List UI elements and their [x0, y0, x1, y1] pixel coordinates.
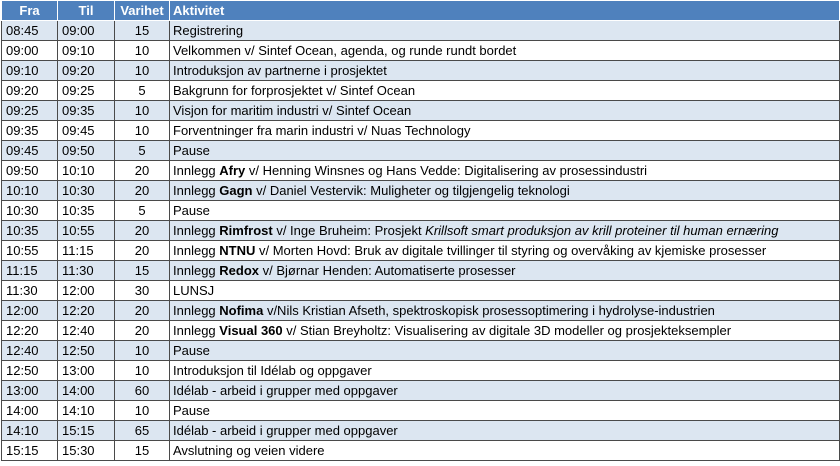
table-row: [2, 421, 840, 441]
cell-varighet: 20: [115, 161, 170, 181]
cell-varighet: 15: [115, 261, 170, 281]
cell-varighet: 5: [115, 141, 170, 161]
cell-aktivitet: [170, 441, 840, 461]
cell-fra: 12:00: [2, 301, 58, 321]
cell-aktivitet: [170, 281, 840, 301]
cell-fra: 10:10: [2, 181, 58, 201]
cell-til: 13:00: [58, 361, 115, 381]
cell-aktivitet: [170, 141, 840, 161]
cell-til: 15:30: [58, 441, 115, 461]
activity-text: Pause: [173, 402, 210, 418]
header-til: Til: [58, 1, 115, 21]
activity-text: Innlegg: [173, 182, 220, 198]
cell-til: 15:15: [58, 421, 115, 441]
presenter-name: NTNU: [219, 242, 256, 258]
cell-varighet: 15: [115, 441, 170, 461]
cell-fra: 15:15: [2, 441, 58, 461]
table-row: [2, 341, 840, 361]
presenter-name: Visual 360: [219, 322, 283, 338]
table-row: [2, 81, 840, 101]
agenda-body: [2, 21, 840, 461]
header-varighet: Varihet: [115, 1, 170, 21]
table-row: [2, 241, 840, 261]
cell-aktivitet: [170, 81, 840, 101]
activity-text: Innlegg: [173, 162, 220, 178]
cell-til: 09:00: [58, 21, 115, 41]
cell-varighet: 5: [115, 201, 170, 221]
cell-aktivitet: [170, 241, 840, 261]
cell-fra: 09:25: [2, 101, 58, 121]
activity-text: v/ Inge Bruheim: Prosjekt: [272, 222, 426, 238]
cell-fra: 11:30: [2, 281, 58, 301]
cell-aktivitet: [170, 361, 840, 381]
presenter-name: Rimfrost: [219, 222, 273, 238]
table-row: [2, 41, 840, 61]
table-row: [2, 141, 840, 161]
cell-til: 09:20: [58, 61, 115, 81]
table-row: [2, 321, 840, 341]
cell-til: 11:30: [58, 261, 115, 281]
cell-fra: 10:30: [2, 201, 58, 221]
cell-til: 14:00: [58, 381, 115, 401]
activity-text: v/ Daniel Vestervik: Muligheter og tilgjengelig teknologi: [252, 182, 570, 198]
activity-text: Innlegg: [173, 322, 220, 338]
table-row: [2, 181, 840, 201]
cell-fra: 09:20: [2, 81, 58, 101]
activity-text: v/ Henning Winsnes og Hans Vedde: Digitalisering av prosessindustri: [245, 162, 648, 178]
table-row: [2, 61, 840, 81]
cell-fra: 14:00: [2, 401, 58, 421]
cell-fra: 10:55: [2, 241, 58, 261]
cell-til: 09:50: [58, 141, 115, 161]
cell-til: 10:30: [58, 181, 115, 201]
table-row: [2, 121, 840, 141]
cell-fra: 09:50: [2, 161, 58, 181]
cell-fra: 13:00: [2, 381, 58, 401]
activity-text: v/ Morten Hovd: Bruk av digitale tvillinger til styring og overvåking av kjemiske prosesser: [255, 242, 767, 258]
cell-varighet: 20: [115, 241, 170, 261]
cell-varighet: 60: [115, 381, 170, 401]
table-row: [2, 21, 840, 41]
cell-til: 09:25: [58, 81, 115, 101]
cell-fra: 12:40: [2, 341, 58, 361]
table-row: [2, 281, 840, 301]
cell-varighet: 30: [115, 281, 170, 301]
cell-aktivitet: [170, 21, 840, 41]
activity-text: Pause: [173, 142, 210, 158]
cell-fra: 14:10: [2, 421, 58, 441]
table-row: [2, 161, 840, 181]
activity-text: Bakgrunn for forprosjektet v/ Sintef Ocean: [173, 82, 416, 98]
activity-text: Velkommen v/ Sintef Ocean, agenda, og runde rundt bordet: [173, 42, 517, 58]
activity-text: Introduksjon av partnerne i prosjektet: [173, 62, 387, 78]
activity-text: v/ Stian Breyholtz: Visualisering av digitale 3D modeller og prosjekteksempler: [282, 322, 732, 338]
cell-til: 10:10: [58, 161, 115, 181]
cell-fra: 09:00: [2, 41, 58, 61]
cell-varighet: 20: [115, 221, 170, 241]
cell-aktivitet: [170, 341, 840, 361]
presenter-name: Afry: [219, 162, 246, 178]
cell-varighet: 20: [115, 321, 170, 341]
cell-varighet: 20: [115, 181, 170, 201]
cell-fra: 12:50: [2, 361, 58, 381]
cell-til: 14:10: [58, 401, 115, 421]
activity-text: Idélab - arbeid i grupper med oppgaver: [173, 382, 398, 398]
activity-text: Innlegg: [173, 302, 220, 318]
cell-fra: 10:35: [2, 221, 58, 241]
cell-til: 12:50: [58, 341, 115, 361]
activity-text: Introduksjon til Idélab og oppgaver: [173, 362, 372, 378]
cell-til: 11:15: [58, 241, 115, 261]
cell-varighet: 10: [115, 341, 170, 361]
activity-text: Pause: [173, 202, 210, 218]
activity-text: LUNSJ: [173, 282, 215, 298]
cell-varighet: 10: [115, 401, 170, 421]
activity-text: Innlegg: [173, 262, 220, 278]
cell-aktivitet: [170, 121, 840, 141]
cell-varighet: 10: [115, 121, 170, 141]
cell-aktivitet: [170, 261, 840, 281]
activity-text: Visjon for maritim industri v/ Sintef Ocean: [173, 102, 412, 118]
presenter-name: Redox: [219, 262, 259, 278]
activity-text: Registrering: [173, 22, 244, 38]
cell-varighet: 10: [115, 101, 170, 121]
activity-text: v/Nils Kristian Afseth, spektroskopisk prosessoptimering i hydrolyse-industrien: [263, 302, 715, 318]
cell-til: 10:55: [58, 221, 115, 241]
activity-text: v/ Bjørnar Henden: Automatiserte prosesser: [259, 262, 516, 278]
cell-fra: 09:45: [2, 141, 58, 161]
cell-varighet: 15: [115, 21, 170, 41]
cell-aktivitet: [170, 381, 840, 401]
cell-varighet: 10: [115, 361, 170, 381]
cell-aktivitet: [170, 41, 840, 61]
cell-til: 09:45: [58, 121, 115, 141]
activity-text: Avslutning og veien videre: [173, 442, 325, 458]
cell-aktivitet: [170, 201, 840, 221]
cell-fra: 09:35: [2, 121, 58, 141]
activity-text: Idélab - arbeid i grupper med oppgaver: [173, 422, 398, 438]
cell-aktivitet: [170, 321, 840, 341]
table-row: [2, 441, 840, 461]
cell-fra: 11:15: [2, 261, 58, 281]
cell-aktivitet: [170, 421, 840, 441]
header-row: [2, 1, 840, 21]
cell-varighet: 5: [115, 81, 170, 101]
cell-aktivitet: [170, 401, 840, 421]
header-aktivitet: Aktivitet: [170, 1, 840, 21]
cell-fra: 09:10: [2, 61, 58, 81]
project-title: Krillsoft smart produksjon av krill proteiner til human ernæring: [425, 222, 779, 238]
table-row: [2, 361, 840, 381]
cell-til: 12:20: [58, 301, 115, 321]
activity-text: Forventninger fra marin industri v/ Nuas Technology: [173, 122, 471, 138]
cell-aktivitet: [170, 61, 840, 81]
cell-fra: 12:20: [2, 321, 58, 341]
presenter-name: Nofima: [219, 302, 264, 318]
presenter-name: Gagn: [219, 182, 253, 198]
agenda-table: [1, 0, 840, 461]
cell-til: 09:35: [58, 101, 115, 121]
cell-til: 09:10: [58, 41, 115, 61]
table-row: [2, 201, 840, 221]
cell-varighet: 65: [115, 421, 170, 441]
table-row: [2, 401, 840, 421]
table-row: [2, 381, 840, 401]
header-fra: Fra: [2, 1, 58, 21]
cell-til: 10:35: [58, 201, 115, 221]
cell-fra: 08:45: [2, 21, 58, 41]
table-row: [2, 221, 840, 241]
cell-varighet: 20: [115, 301, 170, 321]
cell-til: 12:00: [58, 281, 115, 301]
table-row: [2, 101, 840, 121]
activity-text: Pause: [173, 342, 210, 358]
cell-varighet: 10: [115, 61, 170, 81]
table-row: [2, 301, 840, 321]
cell-aktivitet: [170, 181, 840, 201]
cell-varighet: 10: [115, 41, 170, 61]
activity-text: Innlegg: [173, 222, 220, 238]
cell-aktivitet: [170, 301, 840, 321]
cell-aktivitet: [170, 101, 840, 121]
activity-text: Innlegg: [173, 242, 220, 258]
cell-aktivitet: [170, 221, 840, 241]
cell-til: 12:40: [58, 321, 115, 341]
cell-aktivitet: [170, 161, 840, 181]
table-row: [2, 261, 840, 281]
